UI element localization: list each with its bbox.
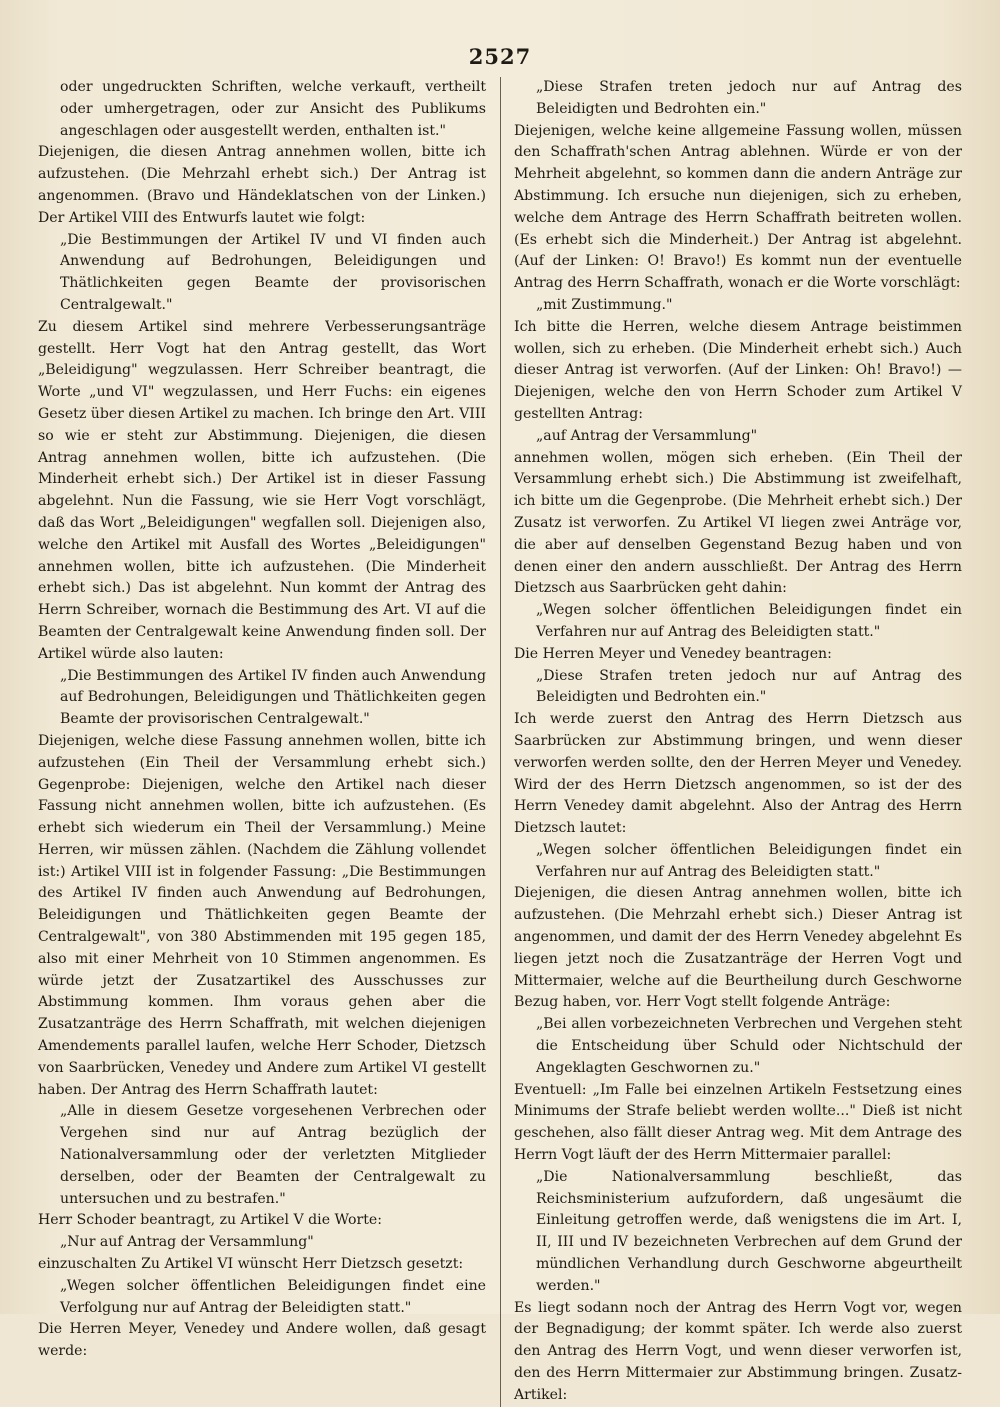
quoted-motion: „Wegen solcher öffentlichen Beleidigungen findet ein Verfahren nur auf Antrag des Beleidigten statt." bbox=[536, 841, 962, 880]
paragraph: Ich werde zuerst den Antrag des Herrn Dietzsch aus Saarbrücken zur Abstimmung bringen, und wenn dieser verworfen werden sollte, den der Herren Meyer und Venedey. Wird der des Herrn Dietzsch angenommen, so ist der des Herrn Venedey damit abgelehnt. Also der Antrag des Herrn Dietzsch lautet: bbox=[514, 711, 962, 837]
text-columns bbox=[38, 77, 962, 1407]
quoted-motion: „Die Nationalversammlung beschließt, das Reichsministerium aufzufordern, daß ungesäumt die Einleitung getroffen werde, daß wenigstens die im Art. I, II, III und IV bezeichneten Verbrechen auf dem Grund der mündlichen Verhandlung durch Geschworne abgeurtheilt werden." bbox=[536, 1168, 962, 1294]
quoted-motion: „mit Zustimmung." bbox=[536, 296, 673, 313]
paragraph: Diejenigen, welche keine allgemeine Fassung wollen, müssen den Schaffrath'schen Antrag ablehnen. Würde er von der Mehrheit abgelehnt, so kommen dann die andern Anträge zur Abstimmung. Ich ersuche nun diejenigen, sich zu erheben, welche dem Antrage des Herrn Schaffrath beitreten wollen. (Es erhebt sich die Minderheit.) Der Antrag ist abgelehnt. (Auf der Linken: O! Bravo!) Es kommt nun der eventuelle Antrag des Herrn Schaffrath, wonach er die Worte vorschlägt: bbox=[514, 122, 962, 292]
quoted-motion: „Die Bestimmungen der Artikel IV und VI finden auch Anwendung auf Bedrohungen, Beleidigungen und Thätlichkeiten gegen Beamte der provisorischen Centralgewalt." bbox=[60, 231, 486, 313]
quoted-motion: „Alle in diesem Gesetze vorgesehenen Verbrechen oder Vergehen sind nur auf Antrag bezüglich der Nationalversammlung oder der verletzten Mitglieder derselben, oder der Beamten der Centralgewalt zu untersuchen und zu bestrafen." bbox=[60, 1103, 486, 1207]
paragraph: Ich bitte die Herren, welche diesem Antrage beistimmen wollen, sich zu erheben. (Die Minderheit erhebt sich.) Auch dieser Antrag ist verworfen. (Auf der Linken: Oh! Bravo!) — Diejenigen, welche den von Herrn Schoder zum Artikel V gestellten Antrag: bbox=[514, 318, 962, 422]
right-column bbox=[514, 77, 962, 1407]
page-number: 2527 bbox=[468, 44, 532, 69]
paragraph: Eventuell: „Im Falle bei einzelnen Artikeln Festsetzung eines Minimums der Strafe beliebt werden wollte..." Dieß ist nicht geschehen, also fällt dieser Antrag weg. Mit dem Antrage des Herrn Vogt läuft der des Herrn Mittermaier parallel: bbox=[514, 1081, 962, 1164]
quoted-motion: „Wegen solcher öffentlichen Beleidigungen findet ein Verfahren nur auf Antrag des Beleidigten statt." bbox=[536, 602, 962, 640]
quoted-motion: „auf Antrag der Versammlung" bbox=[536, 427, 758, 444]
quoted-motion: „Diese Strafen treten jedoch nur auf Antrag des Beleidigten und Bedrohten ein." bbox=[536, 79, 962, 117]
paragraph: Die Herren Meyer und Venedey beantragen: bbox=[514, 645, 832, 662]
quoted-motion: „Diese Strafen treten jedoch nur auf Antrag des Beleidigten und Bedrohten ein." bbox=[536, 667, 962, 706]
paragraph: Diejenigen, die diesen Antrag annehmen wollen, bitte ich aufzustehen. (Die Mehrzahl erhebt sich.) Dieser Antrag ist angenommen, und damit der des Herrn Venedey abgelehnt Es liegen jetzt noch die Zusatzanträge der Herren Vogt und Mittermaier, welche auf die Beurtheilung durch Geschworne Bezug haben, vor. Herr Vogt stellt folgende Anträge: bbox=[514, 885, 962, 1011]
paragraph: Herr Schoder beantragt, zu Artikel V die Worte: bbox=[38, 1212, 383, 1229]
column-divider bbox=[500, 77, 501, 1407]
quoted-motion: „Nur auf Antrag der Versammlung" bbox=[60, 1234, 314, 1251]
quoted-motion: „Wegen solcher öffentlichen Beleidigungen findet eine Verfolgung nur auf Antrag der Beleidigten statt." bbox=[60, 1277, 486, 1316]
quoted-motion: „Bei allen vorbezeichneten Verbrechen und Vergehen steht die Entscheidung über Schuld oder Nichtschuld der Angeklagten Geschwornen zu." bbox=[536, 1016, 962, 1076]
paragraph: einzuschalten Zu Artikel VI wünscht Herr Dietzsch gesetzt: bbox=[38, 1256, 464, 1273]
paragraph: Diejenigen, die diesen Antrag annehmen wollen, bitte ich aufzustehen. (Die Mehrzahl erhebt sich.) Der Antrag ist angenommen. (Bravo und Händeklatschen von der Linken.) Der Artikel VIII des Entwurfs lautet wie folgt: bbox=[38, 144, 486, 226]
left-column bbox=[38, 77, 486, 1407]
paragraph: Es liegt sodann noch der Antrag des Herrn Vogt vor, wegen der Begnadigung; der kommt später. Ich werde also zuerst den Antrag des Herrn Vogt, und wenn dieser verworfen ist, den des Herrn Mittermaier zur Abstimmung bringen. Zusatz-Artikel: bbox=[514, 1299, 962, 1403]
paragraph: Zu diesem Artikel sind mehrere Verbesserungsanträge gestellt. Herr Vogt hat den Antrag gestellt, das Wort „Beleidigung" wegzulassen. Herr Schreiber beantragt, die Worte „und VI" wegzulassen, und Herr Fuchs: ein eigenes Gesetz über diesen Artikel zu machen. Ich bringe den Art. VIII so wie er steht zur Abstimmung. Diejenigen, die diesen Antrag annehmen wollen, bitte ich aufzustehen. (Die Minderheit erhebt sich.) Der Artikel ist in dieser Fassung abgelehnt. Nun die Fassung, wie sie Herr Vogt vorschlägt, daß das Wort „Beleidigungen" wegfallen soll. Diejenigen also, welche den Artikel mit Ausfall des Wortes „Beleidigungen" annehmen wollen, bitte ich aufzustehen. (Die Minderheit erhebt sich.) Das ist abgelehnt. Nun kommt der Antrag des Herrn Schreiber, wornach die Bestimmung des Art. VI auf die Beamten der Centralgewalt keine Anwendung finden soll. Der Artikel würde also lauten: bbox=[38, 318, 486, 662]
paragraph: Die Herren Meyer, Venedey und Andere wollen, daß gesagt werde: bbox=[38, 1321, 486, 1360]
paragraph: Diejenigen, welche diese Fassung annehmen wollen, bitte ich aufzustehen (Ein Theil der Versammlung erhebt sich.) Gegenprobe: Diejenigen, welche den Artikel nach dieser Fassung nicht annehmen wollen, bitte ich aufzustehen. (Es erhebt sich wiederum ein Theil der Versammlung.) Meine Herren, wir müssen zählen. (Nachdem die Zählung vollendet ist:) Artikel VIII ist in folgender Fassung: „Die Bestimmungen des Artikel IV finden auch Anwendung auf Bedrohungen, Beleidigungen und Thätlichkeiten gegen Beamte der Centralgewalt", von 380 Abstimmenden mit 195 gegen 185, also mit einer Mehrheit von 10 Stimmen angenommen. Es würde jetzt der Zusatzartikel des Ausschusses zur Abstimmung kommen. Ihm voraus gehen aber die Zusatzanträge des Herrn Schaffrath, mit welchen diejenigen Amendements parallel laufen, welche Herr Schoder, Dietzsch von Saarbrücken, Venedey und Andere zum Artikel VI gestellt haben. Der Antrag des Herrn Schaffrath lautet: bbox=[38, 732, 486, 1098]
quoted-motion: „Die Bestimmungen des Artikel IV finden auch Anwendung auf Bedrohungen, Beleidigungen und Thätlichkeiten gegen Beamte der provisorischen Centralgewalt." bbox=[60, 667, 486, 728]
quoted-motion: oder ungedruckten Schriften, welche verkauft, vertheilt oder umhergetragen, oder zur Ansicht des Publikums angeschlagen oder ausgestellt werden, enthalten ist." bbox=[60, 79, 486, 139]
paragraph: annehmen wollen, mögen sich erheben. (Ein Theil der Versammlung erhebt sich.) Die Abstimmung ist zweifelhaft, ich bitte um die Gegenprobe. (Die Mehrheit erhebt sich.) Der Zusatz ist verworfen. Zu Artikel VI liegen zwei Anträge vor, die aber auf denselben Gegenstand Bezug haben und von denen einer den andern ausschließt. Der Antrag des Herrn Dietzsch aus Saarbrücken geht dahin: bbox=[514, 449, 962, 597]
